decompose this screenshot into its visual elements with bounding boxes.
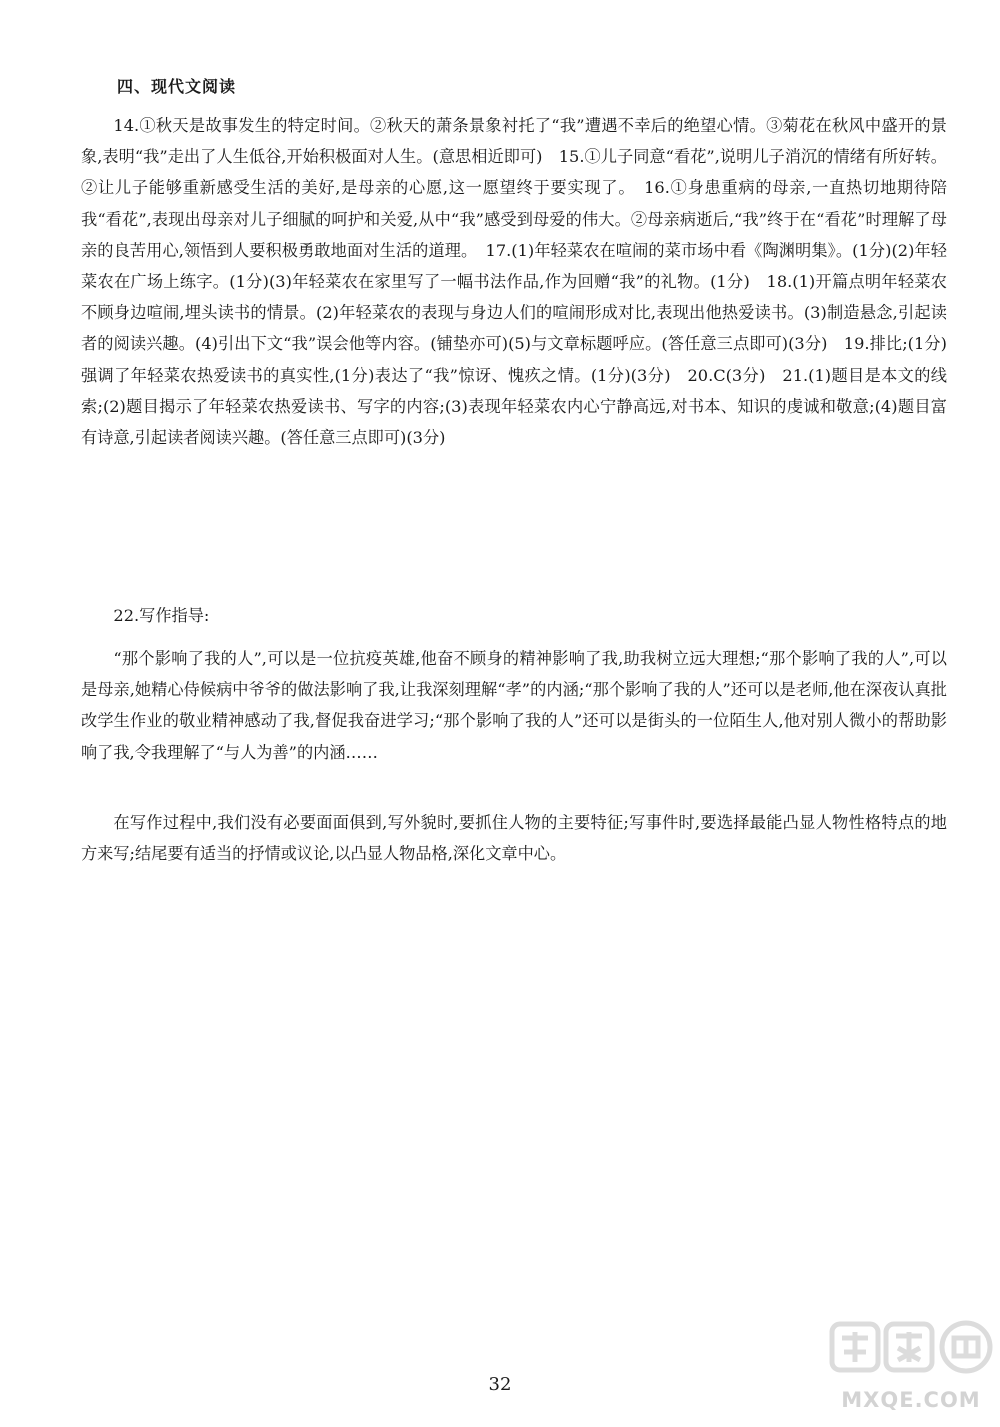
writing-guide-heading: 22.写作指导: [113,606,210,625]
section-title: 四、现代文阅读 [117,77,237,96]
page-number: 32 [488,1374,512,1395]
watermark-url: MXQE.COM [841,1388,981,1412]
watermark-logo [826,1318,996,1422]
writing-guide-paragraph-1: “那个影响了我的人”,可以是一位抗疫英雄,他奋不顾身的精神影响了我,助我树立远大理想;“那个影响了我的人”,可以是母亲,她精心侍候病中爷爷的做法影响了我,让我深刻理解“孝”的内涵;“那个影响了我的人”还可以是老师,他在深夜认真批改学生作业的敬业精神感动了我,督促我奋进学习;“那个影响了我的人”还可以是街头的一位陌生人,他对别人微小的帮助影响了我,令我理解了“与人为善”的内涵…… [81,649,947,762]
answer-paragraph: 14.①秋天是故事发生的特定时间。②秋天的萧条景象衬托了“我”遭遇不幸后的绝望心情。③菊花在秋风中盛开的景象,表明“我”走出了人生低谷,开始积极面对人生。(意思相近即可) 15.①儿子同意“看花”,说明儿子消沉的情绪有所好转。②让儿子能够重新感受生活的美好,是母亲的心愿,这一愿望终于要实现了。 16.①身患重病的母亲,一直热切地期待陪我“看花”,表现出母亲对儿子细腻的呵护和关爱,从中“我”感受到母爱的伟大。②母亲病逝后,“我”终于在“看花”时理解了母亲的良苦用心,领悟到人要积极勇敢地面对生活的道理。 17.(1)年轻菜农在喧闹的菜市场中看《陶渊明集》。(1分)(2)年轻菜农在广场上练字。(1分)(3)年轻菜农在家里写了一幅书法作品,作为回赠“我”的礼物。(1分) 18.(1)开篇点明年轻菜农不顾身边喧闹,埋头读书的情景。(2)年轻菜农的表现与身边人们的喧闹形成对比,表现出他热爱读书。(3)制造悬念,引起读者的阅读兴趣。(4)引出下文“我”误会他等内容。(铺垫亦可)(5)与文章标题呼应。(答任意三点即可)(3分) 19.排比;(1分)强调了年轻菜农热爱读书的真实性,(1分)表达了“我”惊讶、愧疚之情。(1分)(3分) 20.C(3分) 21.(1)题目是本文的线索;(2)题目揭示了年轻菜农热爱读书、写字的内容;(3)表现年轻菜农内心宁静高远,对书本、知识的虔诚和敬意;(4)题目富有诗意,引起读者阅读兴趣。(答任意三点即可)(3分) [81,116,947,448]
writing-guide-paragraph-2: 在写作过程中,我们没有必要面面俱到,写外貌时,要抓住人物的主要特征;写事件时,要选择最能凸显人物性格特点的地方来写;结尾要有适当的抒情或议论,以凸显人物品格,深化文章中心。 [81,813,947,864]
